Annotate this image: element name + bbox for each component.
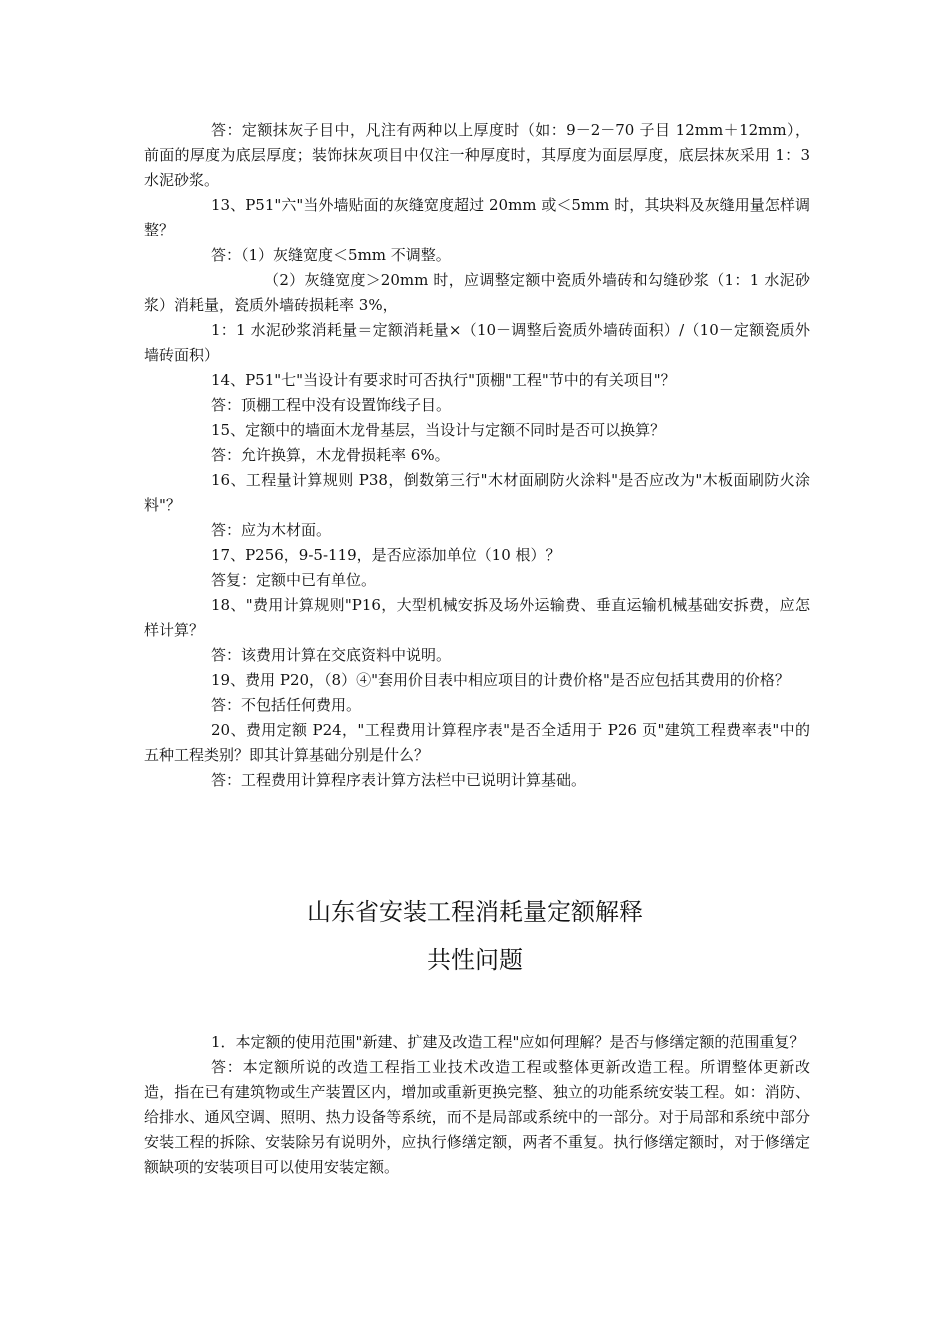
paragraph: 1．本定额的使用范围"新建、扩建及改造工程"应如何理解？是否与修缮定额的范围重复？	[211, 1033, 805, 1051]
qa-section-common-issues	[144, 1030, 810, 1180]
paragraph: 1：1 水泥砂浆消耗量＝定额消耗量×（10－调整后瓷质外墙砖面积）/（10－定额瓷质外墙砖面积）	[144, 321, 810, 364]
paragraph: 答：该费用计算在交底资料中说明。	[211, 646, 452, 664]
paragraph: 15、定额中的墙面木龙骨基层，当设计与定额不同时是否可以换算？	[211, 421, 666, 439]
document-title: 山东省安装工程消耗量定额解释	[307, 898, 643, 926]
paragraph: 答：工程费用计算程序表计算方法栏中已说明计算基础。	[211, 771, 587, 789]
paragraph: 答：本定额所说的改造工程指工业技术改造工程或整体更新改造工程。所谓整体更新改造，指在已有建筑物或生产装置区内，增加或重新更换完整、独立的功能系统安装工程。如：消防、给排水、通风空调、照明、热力设备等系统，而不是局部或系统中的一部分。对于局部和系统中部分安装工程的拆除、安装除另有说明外，应执行修缮定额，两者不重复。执行修缮定额时，对于修缮定额缺项的安装项目可以使用安装定额。	[144, 1058, 810, 1176]
paragraph: 答：定额抹灰子目中，凡注有两种以上厚度时（如：9－2－70 子目 12mm＋12mm），前面的厚度为底层厚度；装饰抹灰项目中仅注一种厚度时，其厚度为面层厚度，底层抹灰采用 1：3 水泥砂浆。	[144, 121, 810, 189]
paragraph: 答：允许换算，木龙骨损耗率 6%。	[211, 446, 450, 464]
paragraph: 20、费用定额 P24，"工程费用计算程序表"是否全适用于 P26 页"建筑工程费率表"中的五种工程类别？即其计算基础分别是什么？	[144, 721, 810, 764]
qa-section-decoration	[144, 118, 810, 793]
paragraph: 17、P256，9-5-119，是否应添加单位（10 根）？	[211, 546, 561, 564]
paragraph: 答：（1）灰缝宽度＜5mm 不调整。	[211, 246, 451, 264]
document-subtitle: 共性问题	[427, 946, 523, 974]
paragraph: 答：不包括任何费用。	[211, 696, 362, 714]
paragraph: （2）灰缝宽度＞20mm 时，应调整定额中瓷质外墙砖和勾缝砂浆（1：1 水泥砂浆）消耗量，瓷质外墙砖损耗率 3%，	[144, 271, 810, 314]
paragraph: 18、"费用计算规则"P16，大型机械安拆及场外运输费、垂直运输机械基础安拆费，应怎样计算？	[144, 596, 810, 639]
paragraph: 16、工程量计算规则 P38，倒数第三行"木材面刷防火涂料"是否应改为"木板面刷防火涂料"？	[144, 471, 810, 514]
paragraph: 19、费用 P20，（8）④"套用价目表中相应项目的计费价格"是否应包括其费用的价格？	[211, 671, 790, 689]
paragraph: 13、P51"六"当外墙贴面的灰缝宽度超过 20mm 或＜5mm 时，其块料及灰缝用量怎样调整？	[144, 196, 810, 239]
paragraph: 14、P51"七"当设计有要求时可否执行"顶棚"工程"节中的有关项目"？	[211, 371, 676, 389]
paragraph: 答：顶棚工程中没有设置饰线子目。	[211, 396, 452, 414]
paragraph: 答复：定额中已有单位。	[211, 571, 377, 589]
paragraph: 答：应为木材面。	[211, 521, 332, 539]
